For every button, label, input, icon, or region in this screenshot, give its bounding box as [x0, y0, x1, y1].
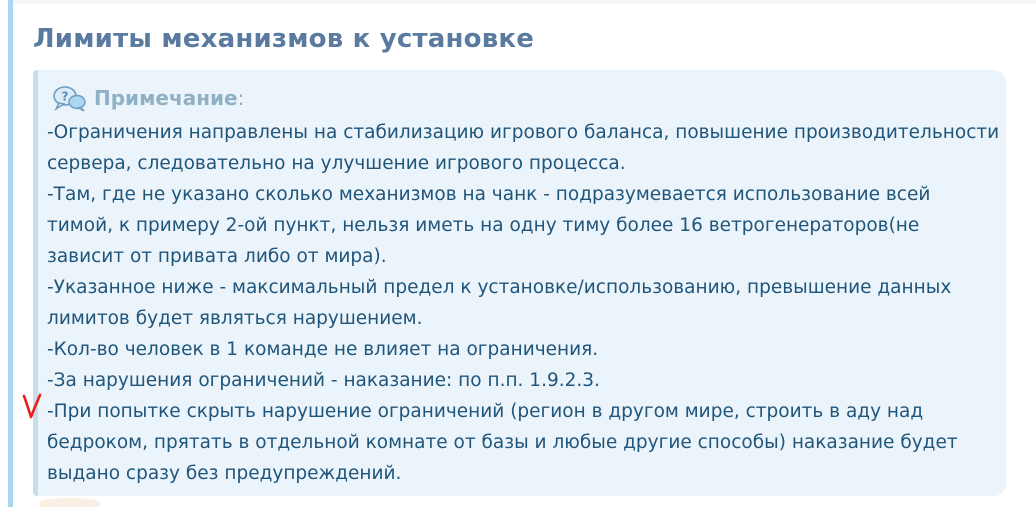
speech-bubbles-question-icon [52, 84, 86, 112]
red-checkmark-icon [21, 392, 43, 420]
note-paragraph-penalty: -За нарушения ограничений - наказание: по п.п. 1.9.2.3. [47, 370, 600, 391]
section-heading: Лимиты механизмов к установке [33, 24, 535, 54]
left-border [8, 0, 13, 507]
note-header [52, 84, 244, 112]
decorative-smudge [40, 498, 100, 507]
note-body [47, 117, 1002, 489]
note-paragraph-limits-purpose: -Ограничения направлены на стабилизацию игрового баланса, повышение производительности сервера, следовательно на улучшение игрового процесса. [47, 122, 1000, 174]
note-paragraph-per-team: -Там, где не указано сколько механизмов на чанк - подразумевается использование всей тимой, к примеру 2-ой пункт, нельзя иметь на одну тиму более 16 ветрогенераторов(не зависит от привата либо от мира). [47, 184, 931, 267]
svg-text:?: ? [61, 89, 69, 104]
note-title-colon: : [237, 86, 245, 110]
note-paragraph-max-limit: -Указанное ниже - максимальный предел к установке/использованию, превышение данных лимитов будет являться нарушением. [47, 277, 952, 329]
note-title: Примечание [94, 86, 238, 110]
note-paragraph-hiding-violation: -При попытке скрыть нарушение ограничений (регион в другом мире, строить в аду над бедроком, прятать в отдельной комнате от базы и любые другие способы) наказание будет выдано сразу без предупреждений. [47, 401, 958, 484]
note-box [33, 70, 1006, 496]
note-paragraph-team-size: -Кол-во человек в 1 команде не влияет на ограничения. [47, 339, 599, 360]
top-border [8, 0, 1036, 4]
